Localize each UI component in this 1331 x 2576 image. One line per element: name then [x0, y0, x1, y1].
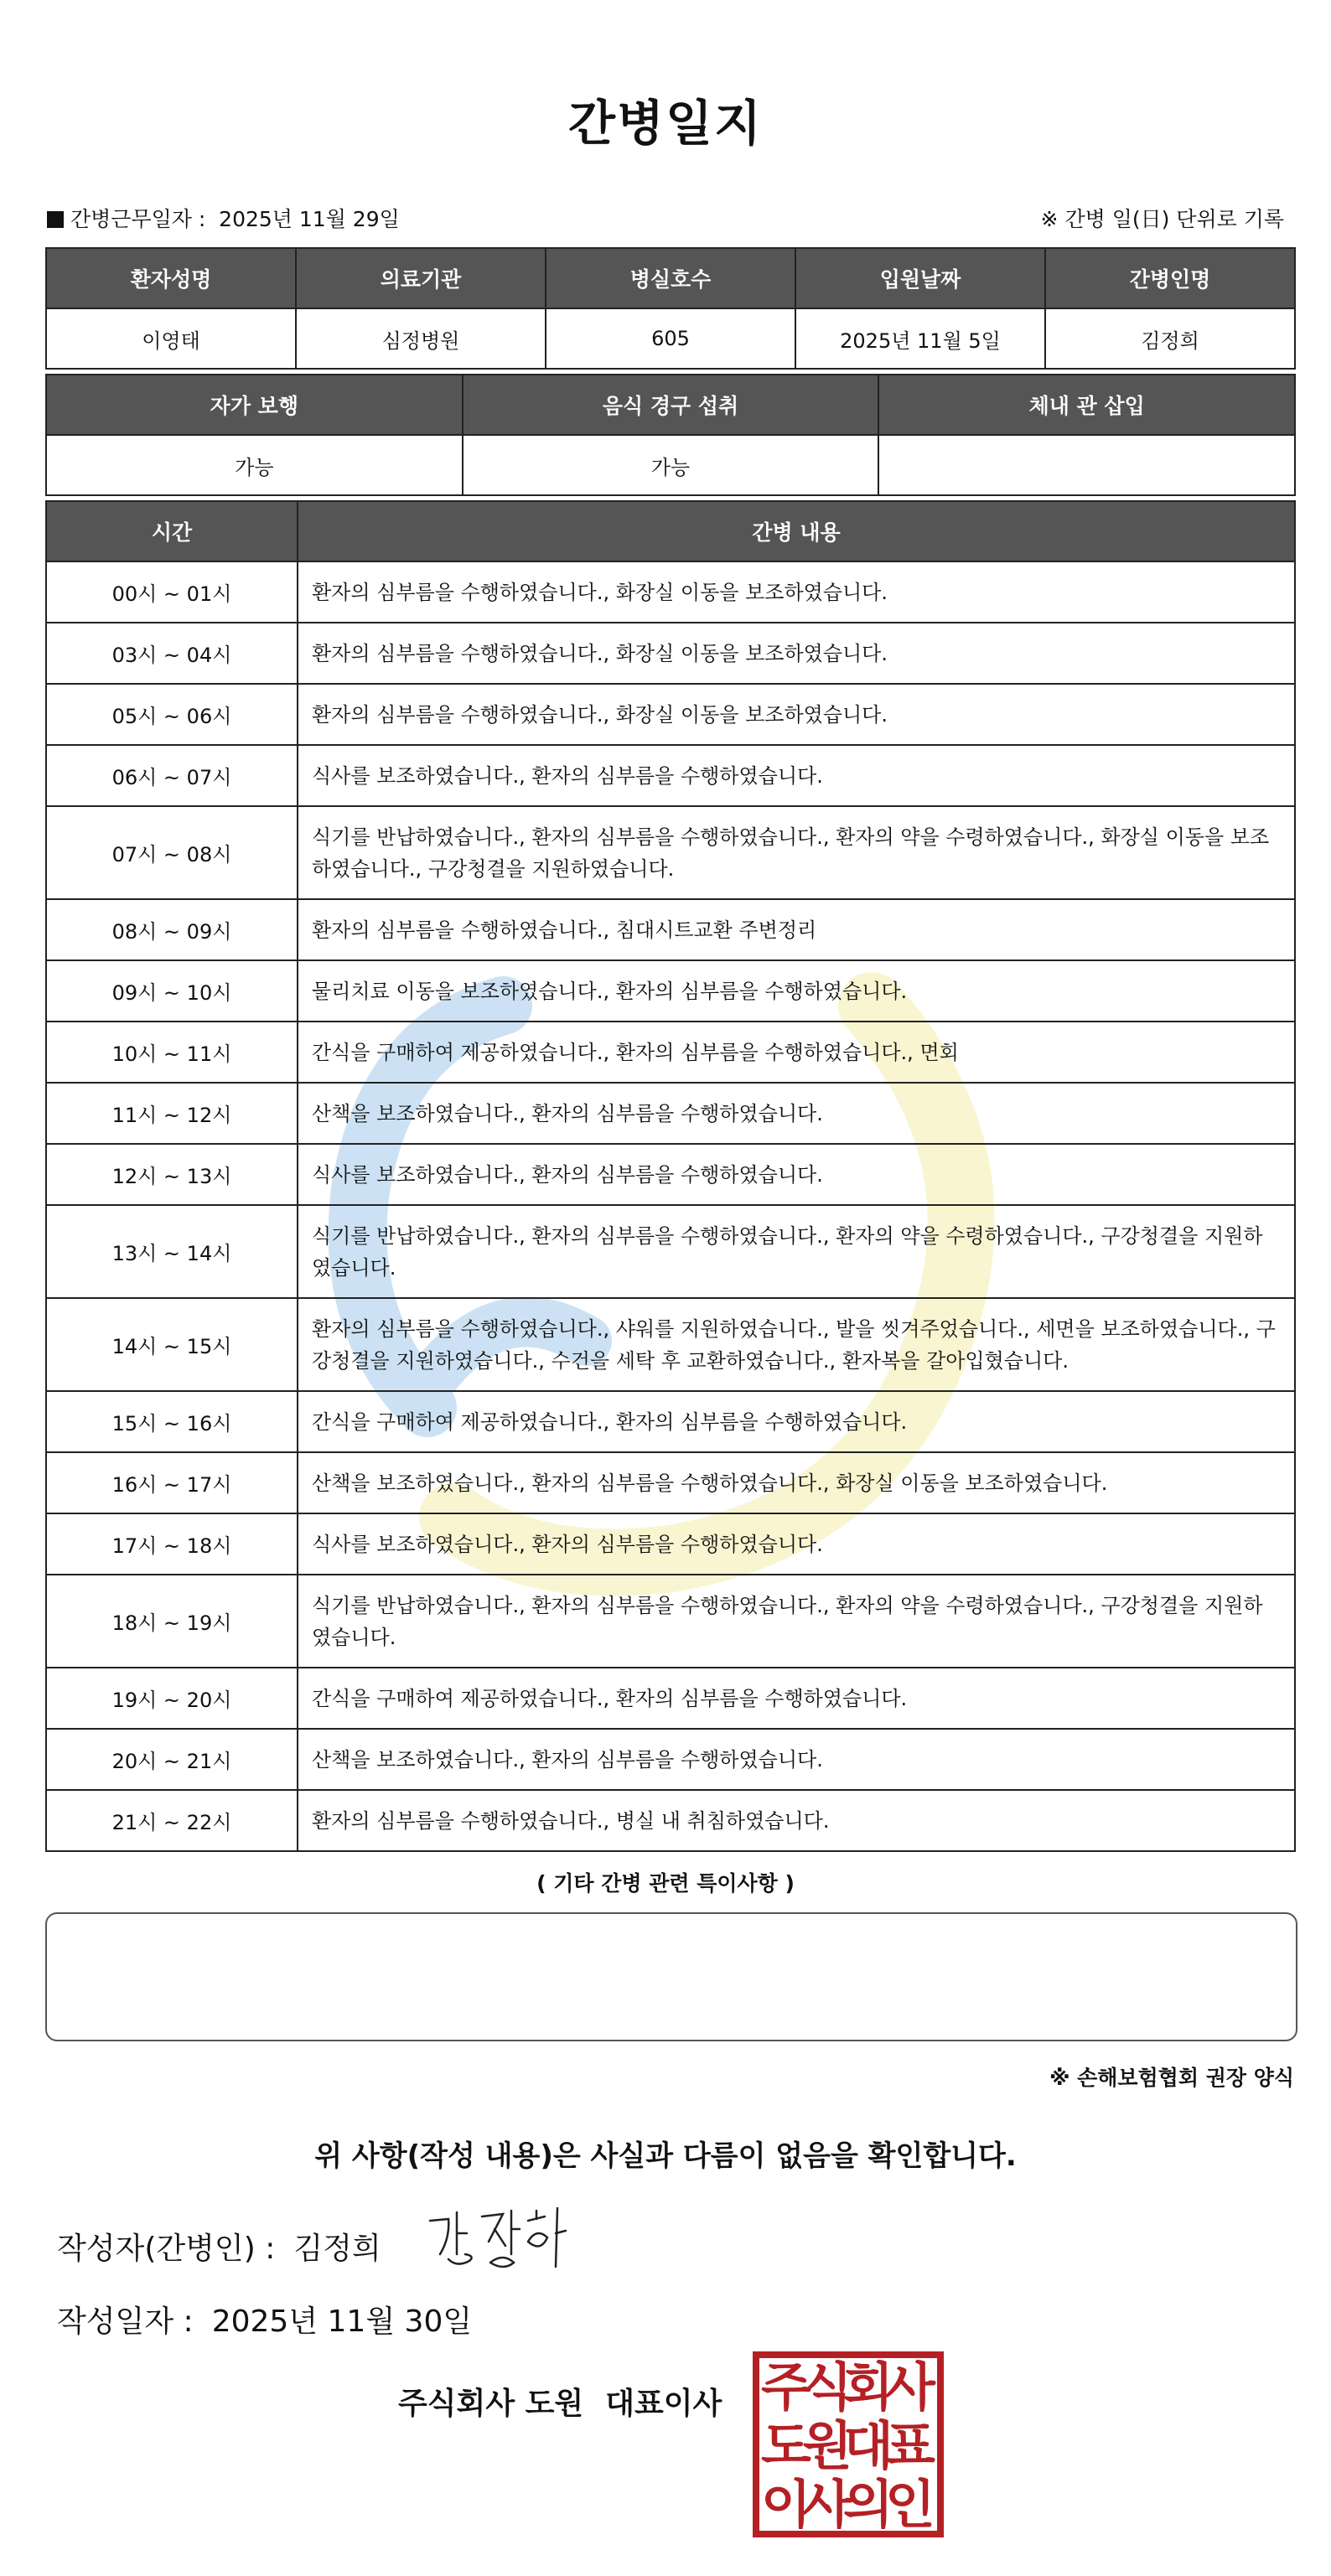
notes-label: ( 기타 간병 관련 특이사항 ) — [536, 1871, 795, 1896]
room-number: 605 — [546, 308, 795, 369]
log-content: 환자의 심부름을 수행하였습니다., 샤워를 지원하였습니다., 발을 씻겨주었습니다., 세면을 보조하였습니다., 구강청결을 지원하였습니다., 수건을 세탁 후 교환하였습니다., 환자복을 갈아입혔습니다. — [298, 1298, 1295, 1391]
log-row — [46, 1298, 1295, 1391]
log-time: 05시 ~ 06시 — [46, 684, 298, 745]
patient-info-table — [45, 247, 1296, 370]
notes-box[interactable] — [45, 1912, 1297, 2041]
company-name: 주식회사 도원 — [398, 2387, 584, 2421]
log-row — [46, 1513, 1295, 1575]
log-content: 간식을 구매하여 제공하였습니다., 환자의 심부름을 수행하였습니다. — [298, 1391, 1295, 1452]
log-content: 환자의 심부름을 수행하였습니다., 병실 내 취침하였습니다. — [298, 1790, 1295, 1851]
log-content: 산책을 보조하였습니다., 환자의 심부름을 수행하였습니다., 화장실 이동을 보조하였습니다. — [298, 1452, 1295, 1513]
log-time: 08시 ~ 09시 — [46, 899, 298, 960]
unit-note: ※ 간병 일(日) 단위로 기록 — [1040, 207, 1284, 231]
meta-row — [47, 201, 1284, 235]
log-time: 07시 ~ 08시 — [46, 806, 298, 899]
log-content: 환자의 심부름을 수행하였습니다., 화장실 이동을 보조하였습니다. — [298, 684, 1295, 745]
log-time: 00시 ~ 01시 — [46, 561, 298, 623]
svg-text:의: 의 — [843, 2474, 893, 2535]
written-date-line — [57, 2298, 472, 2341]
log-row — [46, 745, 1295, 806]
log-body — [46, 561, 1295, 1851]
writer-label: 작성자(간병인) : — [57, 2232, 276, 2266]
handwritten-signature — [423, 2204, 570, 2271]
square-bullet-icon — [47, 211, 64, 228]
tube-insertion-value — [878, 435, 1295, 495]
log-row — [46, 806, 1295, 899]
patient-header: 간병인명 — [1045, 248, 1295, 308]
company-line — [398, 2380, 722, 2423]
company-title: 대표이사 — [605, 2387, 722, 2421]
written-date-label: 작성일자 : — [57, 2304, 194, 2339]
work-date-value: 2025년 11월 29일 — [219, 207, 400, 231]
writer-name: 김정희 — [293, 2232, 381, 2266]
log-time: 16시 ~ 17시 — [46, 1452, 298, 1513]
log-time: 19시 ~ 20시 — [46, 1668, 298, 1729]
log-row — [46, 1452, 1295, 1513]
log-row — [46, 684, 1295, 745]
page-title: 간병일지 — [567, 95, 764, 152]
log-time: 20시 ~ 21시 — [46, 1729, 298, 1790]
svg-text:원: 원 — [802, 2415, 852, 2476]
log-content: 산책을 보조하였습니다., 환자의 심부름을 수행하였습니다. — [298, 1083, 1295, 1144]
log-header-time: 시간 — [46, 501, 298, 561]
patient-header: 환자성명 — [46, 248, 296, 308]
hospital: 심정병원 — [296, 308, 546, 369]
svg-text:식: 식 — [802, 2356, 852, 2418]
confirmation-statement: 위 사항(작성 내용)은 사실과 다름이 없음을 확인합니다. — [314, 2139, 1017, 2173]
patient-header: 입원날짜 — [795, 248, 1045, 308]
log-header-content: 간병 내용 — [298, 501, 1295, 561]
log-content: 식기를 반납하였습니다., 환자의 심부름을 수행하였습니다., 환자의 약을 수령하였습니다., 구강청결을 지원하였습니다. — [298, 1575, 1295, 1668]
log-content: 식기를 반납하였습니다., 환자의 심부름을 수행하였습니다., 환자의 약을 수령하였습니다., 구강청결을 지원하였습니다. — [298, 1205, 1295, 1298]
company-seal-stamp — [753, 2351, 944, 2537]
log-time: 17시 ~ 18시 — [46, 1513, 298, 1575]
log-content: 식사를 보조하였습니다., 환자의 심부름을 수행하였습니다. — [298, 1513, 1295, 1575]
work-date-colon: : — [191, 207, 220, 231]
log-content: 환자의 심부름을 수행하였습니다., 화장실 이동을 보조하였습니다. — [298, 561, 1295, 623]
log-row — [46, 1575, 1295, 1668]
admission-date: 2025년 11월 5일 — [795, 308, 1045, 369]
log-content: 물리치료 이동을 보조하였습니다., 환자의 심부름을 수행하였습니다. — [298, 960, 1295, 1022]
log-time: 11시 ~ 12시 — [46, 1083, 298, 1144]
form-note: ※ 손해보험협회 권장 양식 — [1049, 2066, 1294, 2090]
status-header: 자가 보행 — [46, 375, 463, 435]
oral-intake-value: 가능 — [463, 435, 879, 495]
svg-text:이: 이 — [761, 2474, 811, 2535]
log-row — [46, 1144, 1295, 1205]
svg-text:사: 사 — [885, 2356, 935, 2418]
log-time: 12시 ~ 13시 — [46, 1144, 298, 1205]
log-content: 산책을 보조하였습니다., 환자의 심부름을 수행하였습니다. — [298, 1729, 1295, 1790]
patient-header: 병실호수 — [546, 248, 795, 308]
log-content: 간식을 구매하여 제공하였습니다., 환자의 심부름을 수행하였습니다. — [298, 1668, 1295, 1729]
log-row — [46, 960, 1295, 1022]
writer-line — [57, 2225, 381, 2268]
log-time: 15시 ~ 16시 — [46, 1391, 298, 1452]
log-row — [46, 1729, 1295, 1790]
log-row — [46, 561, 1295, 623]
svg-text:대: 대 — [843, 2415, 893, 2476]
log-time: 21시 ~ 22시 — [46, 1790, 298, 1851]
svg-text:인: 인 — [885, 2474, 935, 2535]
svg-text:사: 사 — [802, 2474, 852, 2535]
written-date-value: 2025년 11월 30일 — [211, 2304, 473, 2339]
svg-text:회: 회 — [843, 2356, 893, 2418]
patient-header: 의료기관 — [296, 248, 546, 308]
log-row — [46, 1083, 1295, 1144]
svg-text:주: 주 — [761, 2356, 811, 2418]
caregiver-name: 김정희 — [1045, 308, 1295, 369]
log-time: 10시 ~ 11시 — [46, 1022, 298, 1083]
log-row — [46, 1022, 1295, 1083]
status-header: 체내 관 삽입 — [878, 375, 1295, 435]
log-row — [46, 1205, 1295, 1298]
log-content: 식사를 보조하였습니다., 환자의 심부름을 수행하였습니다. — [298, 745, 1295, 806]
log-content: 환자의 심부름을 수행하였습니다., 화장실 이동을 보조하였습니다. — [298, 623, 1295, 684]
svg-text:도: 도 — [761, 2415, 811, 2476]
work-date-label: 간병근무일자 — [70, 207, 192, 231]
log-time: 03시 ~ 04시 — [46, 623, 298, 684]
self-walking-value: 가능 — [46, 435, 463, 495]
care-log-table — [45, 500, 1296, 1852]
svg-text:표: 표 — [885, 2415, 935, 2476]
log-row — [46, 899, 1295, 960]
log-content: 식사를 보조하였습니다., 환자의 심부름을 수행하였습니다. — [298, 1144, 1295, 1205]
log-content: 환자의 심부름을 수행하였습니다., 침대시트교환 주변정리 — [298, 899, 1295, 960]
log-content: 간식을 구매하여 제공하였습니다., 환자의 심부름을 수행하였습니다., 면회 — [298, 1022, 1295, 1083]
status-header: 음식 경구 섭취 — [463, 375, 879, 435]
log-time: 09시 ~ 10시 — [46, 960, 298, 1022]
log-row — [46, 1790, 1295, 1851]
patient-status-table — [45, 374, 1296, 496]
log-content: 식기를 반납하였습니다., 환자의 심부름을 수행하였습니다., 환자의 약을 수령하였습니다., 화장실 이동을 보조하였습니다., 구강청결을 지원하였습니다. — [298, 806, 1295, 899]
log-row — [46, 1391, 1295, 1452]
log-time: 13시 ~ 14시 — [46, 1205, 298, 1298]
log-row — [46, 1668, 1295, 1729]
log-row — [46, 623, 1295, 684]
log-time: 18시 ~ 19시 — [46, 1575, 298, 1668]
patient-name: 이영태 — [46, 308, 296, 369]
log-time: 14시 ~ 15시 — [46, 1298, 298, 1391]
log-time: 06시 ~ 07시 — [46, 745, 298, 806]
work-date — [47, 203, 400, 233]
